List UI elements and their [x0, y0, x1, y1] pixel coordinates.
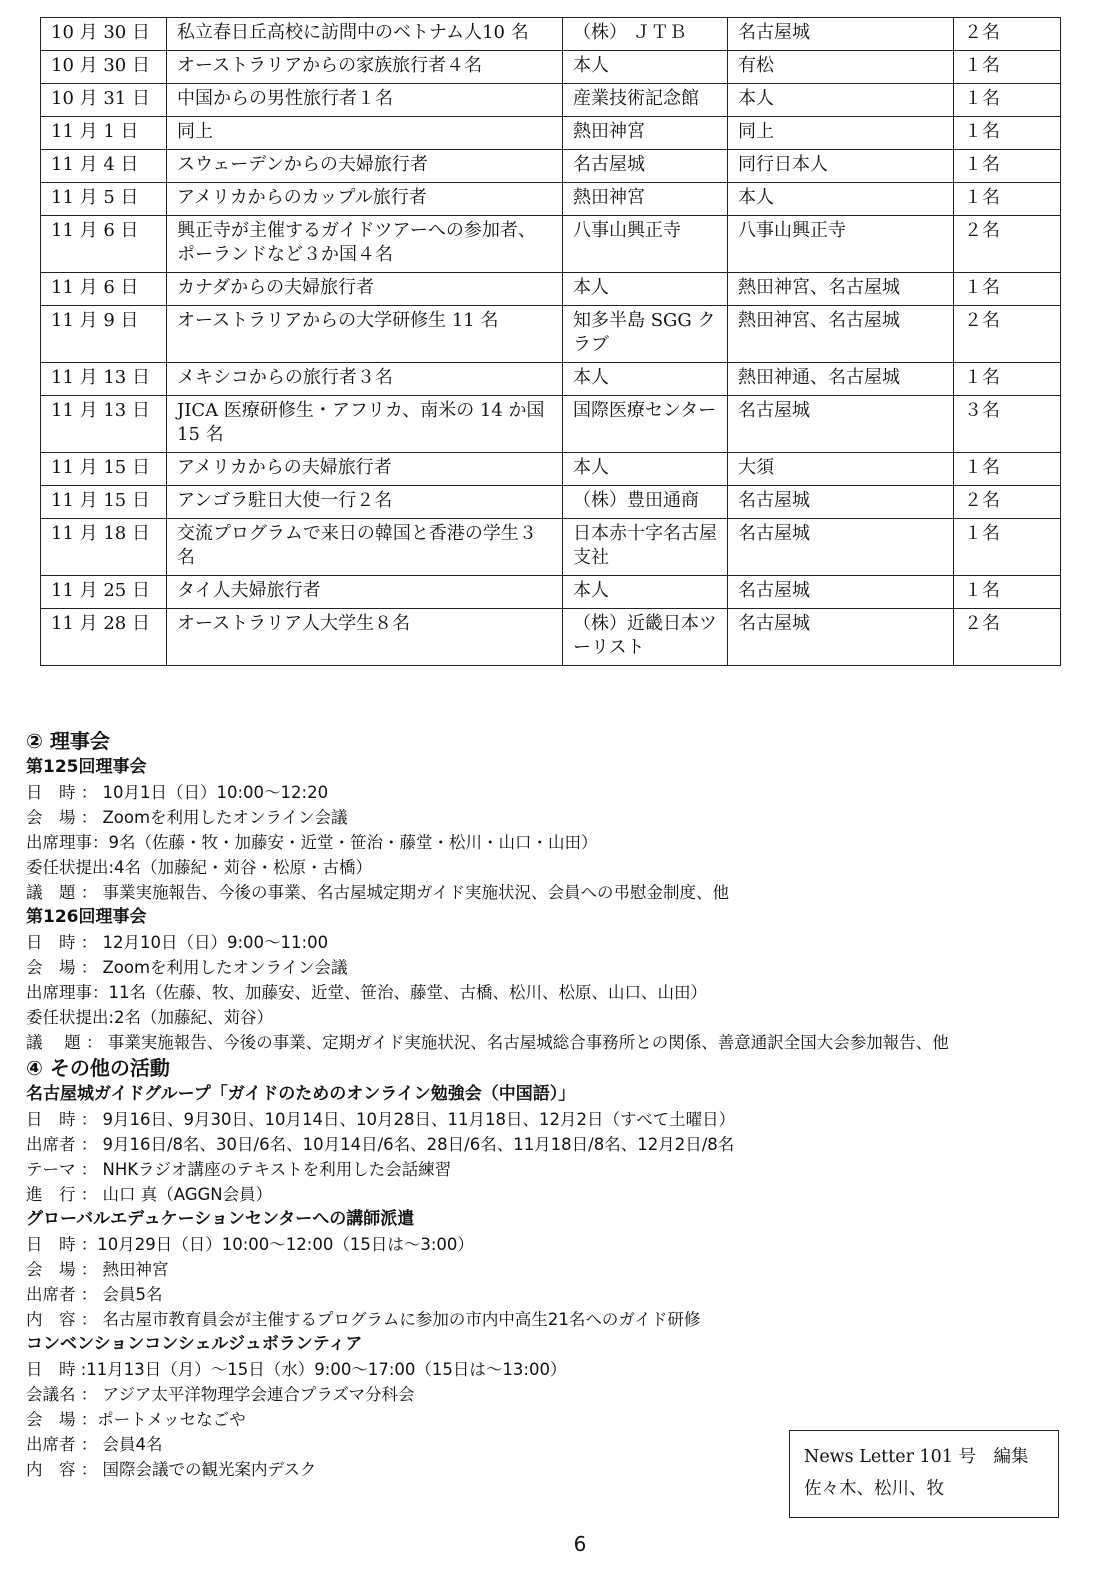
- cell-description: スウェーデンからの夫婦旅行者: [167, 150, 563, 183]
- cell-location: 熱田神宮、名古屋城: [728, 273, 954, 306]
- cell-location: 本人: [728, 84, 954, 117]
- cell-requester: 本人: [563, 453, 728, 486]
- cell-date: 11 月 28 日: [41, 609, 167, 666]
- cell-description: カナダからの夫婦旅行者: [167, 273, 563, 306]
- cell-guide-count: １名: [954, 363, 1061, 396]
- concierge-attendees: 出席者 ： 会員4名: [26, 1435, 163, 1454]
- gec-content: 内 容 ： 名古屋市教育員会が主催するプログラムに参加の市内中高生21名へのガイド研修: [26, 1310, 701, 1329]
- table-row: [41, 273, 1061, 306]
- cell-requester: 国際医療センター: [563, 396, 728, 453]
- cell-date: 10 月 31 日: [41, 84, 167, 117]
- table-row: [41, 363, 1061, 396]
- cell-date: 10 月 30 日: [41, 18, 167, 51]
- meeting-125-datetime: 日 時 ： 10月1日（日）10:00～12:20: [26, 783, 329, 802]
- meeting-125-proxies: 委任状提出:4名（加藤紀・苅谷・松原・古橋）: [26, 858, 373, 877]
- meeting-126-datetime: 日 時 ： 12月10日（日）9:00～11:00: [26, 933, 329, 952]
- meeting-125-venue: 会 場 ： Zoomを利用したオンライン会議: [26, 808, 348, 827]
- cell-description: アンゴラ駐日大使一行２名: [167, 486, 563, 519]
- cell-location: 名古屋城: [728, 486, 954, 519]
- concierge-content: 内 容 ： 国際会議での観光案内デスク: [26, 1460, 317, 1479]
- cell-requester: 産業技術記念館: [563, 84, 728, 117]
- cell-description: 私立春日丘高校に訪問中のベトナム人10 名: [167, 18, 563, 51]
- cell-guide-count: ２名: [954, 18, 1061, 51]
- cell-date: 11 月 15 日: [41, 453, 167, 486]
- table-row: [41, 453, 1061, 486]
- cell-requester: 日本赤十字名古屋支社: [563, 519, 728, 576]
- meeting-125-agenda: 議 題 ： 事業実施報告、今後の事業、名古屋城定期ガイド実施状況、会員への弔慰金制度、他: [26, 883, 729, 902]
- table-row: [41, 51, 1061, 84]
- table-row: [41, 84, 1061, 117]
- cell-requester: 熱田神宮: [563, 117, 728, 150]
- cell-date: 11 月 13 日: [41, 363, 167, 396]
- cell-description: 同上: [167, 117, 563, 150]
- cell-description: オーストラリアからの大学研修生 11 名: [167, 306, 563, 363]
- cell-requester: 熱田神宮: [563, 183, 728, 216]
- cell-location: 同上: [728, 117, 954, 150]
- table-row: [41, 519, 1061, 576]
- cell-guide-count: ３名: [954, 396, 1061, 453]
- concierge-venue: 会 場 ：ポートメッセなごや: [26, 1410, 246, 1429]
- cell-guide-count: １名: [954, 150, 1061, 183]
- cell-requester: （株）豊田通商: [563, 486, 728, 519]
- cell-location: 名古屋城: [728, 396, 954, 453]
- cell-requester: （株） ＪＴＢ: [563, 18, 728, 51]
- cell-location: 有松: [728, 51, 954, 84]
- cell-requester: 本人: [563, 273, 728, 306]
- cell-guide-count: １名: [954, 453, 1061, 486]
- article-body: [26, 728, 1076, 1482]
- page-number: 6: [573, 1532, 587, 1556]
- table-row: [41, 306, 1061, 363]
- concierge-title: コンベンションコンシェルジュボランティア: [26, 1334, 363, 1354]
- cell-description: 中国からの男性旅行者１名: [167, 84, 563, 117]
- study-session-leader: 進 行 ： 山口 真（AGGN会員）: [26, 1185, 273, 1204]
- cell-description: オーストラリアからの家族旅行者４名: [167, 51, 563, 84]
- table-row: [41, 117, 1061, 150]
- concierge-datetime: 日 時 :11月13日（月）～15日（水）9:00～17:00（15日は～13:00）: [26, 1360, 567, 1379]
- cell-date: 11 月 1 日: [41, 117, 167, 150]
- cell-guide-count: ２名: [954, 609, 1061, 666]
- other-activities-heading: ④ その他の活動: [26, 1056, 170, 1080]
- study-session-title: 名古屋城ガイドグループ「ガイドのためのオンライン勉強会（中国語）」: [26, 1084, 576, 1104]
- cell-location: 熱田神宮、名古屋城: [728, 306, 954, 363]
- meeting-126-title: 第126回理事会: [26, 907, 147, 927]
- cell-description: アメリカからのカップル旅行者: [167, 183, 563, 216]
- cell-requester: 本人: [563, 51, 728, 84]
- cell-requester: 八事山興正寺: [563, 216, 728, 273]
- cell-guide-count: ２名: [954, 216, 1061, 273]
- meeting-126-venue: 会 場 ： Zoomを利用したオンライン会議: [26, 958, 348, 977]
- cell-location: 名古屋城: [728, 519, 954, 576]
- cell-description: 交流プログラムで来日の韓国と香港の学生３名: [167, 519, 563, 576]
- cell-requester: 本人: [563, 576, 728, 609]
- editor-credits-names: 佐々木、松川、牧: [804, 1479, 944, 1499]
- concierge-meeting: 会議名 ： アジア太平洋物理学会連合プラズマ分科会: [26, 1385, 415, 1404]
- cell-location: 八事山興正寺: [728, 216, 954, 273]
- gec-attendees: 出席者 ： 会員5名: [26, 1285, 163, 1304]
- meeting-126-agenda: 議 題 ： 事業実施報告、今後の事業、定期ガイド実施状況、名古屋城総合事務所との関係、善意通訳全国大会参加報告、他: [26, 1033, 949, 1052]
- editor-credits-box: [789, 1430, 1059, 1518]
- cell-location: 名古屋城: [728, 18, 954, 51]
- gec-venue: 会 場 ： 熱田神宮: [26, 1260, 169, 1279]
- cell-guide-count: ２名: [954, 306, 1061, 363]
- cell-date: 10 月 30 日: [41, 51, 167, 84]
- cell-description: タイ人夫婦旅行者: [167, 576, 563, 609]
- table-row: [41, 18, 1061, 51]
- cell-guide-count: １名: [954, 84, 1061, 117]
- table-row: [41, 609, 1061, 666]
- cell-guide-count: １名: [954, 273, 1061, 306]
- cell-date: 11 月 25 日: [41, 576, 167, 609]
- cell-location: 熱田神通、名古屋城: [728, 363, 954, 396]
- cell-guide-count: １名: [954, 117, 1061, 150]
- cell-description: アメリカからの夫婦旅行者: [167, 453, 563, 486]
- meeting-125-attendees: 出席理事：9名（佐藤・牧・加藤安・近堂・笹治・藤堂・松川・山口・山田）: [26, 833, 598, 852]
- cell-date: 11 月 9 日: [41, 306, 167, 363]
- cell-guide-count: ２名: [954, 486, 1061, 519]
- board-heading: ② 理事会: [26, 729, 110, 753]
- cell-location: 同行日本人: [728, 150, 954, 183]
- cell-description: メキシコからの旅行者３名: [167, 363, 563, 396]
- cell-description: 興正寺が主催するガイドツアーへの参加者、ポーランドなど３か国４名: [167, 216, 563, 273]
- cell-location: 本人: [728, 183, 954, 216]
- cell-location: 大須: [728, 453, 954, 486]
- cell-date: 11 月 6 日: [41, 216, 167, 273]
- guide-activity-rows: [41, 18, 1061, 666]
- cell-date: 11 月 4 日: [41, 150, 167, 183]
- cell-requester: 知多半島 SGG クラブ: [563, 306, 728, 363]
- table-row: [41, 576, 1061, 609]
- cell-guide-count: １名: [954, 183, 1061, 216]
- cell-requester: （株）近畿日本ツーリスト: [563, 609, 728, 666]
- cell-guide-count: １名: [954, 576, 1061, 609]
- cell-date: 11 月 15 日: [41, 486, 167, 519]
- cell-requester: 名古屋城: [563, 150, 728, 183]
- cell-guide-count: １名: [954, 51, 1061, 84]
- study-session-theme: テーマ ： NHKラジオ講座のテキストを利用した会話練習: [26, 1160, 452, 1179]
- cell-date: 11 月 5 日: [41, 183, 167, 216]
- cell-guide-count: １名: [954, 519, 1061, 576]
- cell-requester: 本人: [563, 363, 728, 396]
- editor-credits-title: News Letter 101 号 編集: [804, 1447, 1029, 1467]
- cell-location: 名古屋城: [728, 609, 954, 666]
- table-row: [41, 396, 1061, 453]
- cell-description: JICA 医療研修生・アフリカ、南米の 14 か国 15 名: [167, 396, 563, 453]
- cell-date: 11 月 18 日: [41, 519, 167, 576]
- guide-activity-table: [40, 17, 1061, 666]
- meeting-125-title: 第125回理事会: [26, 757, 147, 777]
- cell-description: オーストラリア人大学生８名: [167, 609, 563, 666]
- gec-datetime: 日 時 ：10月29日（日）10:00～12:00（15日は～3:00）: [26, 1235, 474, 1254]
- cell-date: 11 月 13 日: [41, 396, 167, 453]
- table-row: [41, 183, 1061, 216]
- gec-title: グローバルエデュケーションセンターへの講師派遣: [26, 1209, 415, 1229]
- study-session-attendees: 出席者 ： 9月16日/8名、30日/6名、10月14日/6名、28日/6名、11月18日/8名、12月2日/8名: [26, 1135, 735, 1154]
- table-row: [41, 486, 1061, 519]
- cell-date: 11 月 6 日: [41, 273, 167, 306]
- meeting-126-proxies: 委任状提出:2名（加藤紀、苅谷）: [26, 1008, 274, 1027]
- cell-location: 名古屋城: [728, 576, 954, 609]
- table-row: [41, 150, 1061, 183]
- study-session-datetime: 日 時 ： 9月16日、9月30日、10月14日、10月28日、11月18日、12月2日（すべて土曜日）: [26, 1110, 736, 1129]
- table-row: [41, 216, 1061, 273]
- meeting-126-attendees: 出席理事：11名（佐藤、牧、加藤安、近堂、笹治、藤堂、古橋、松川、松原、山口、山田）: [26, 983, 707, 1002]
